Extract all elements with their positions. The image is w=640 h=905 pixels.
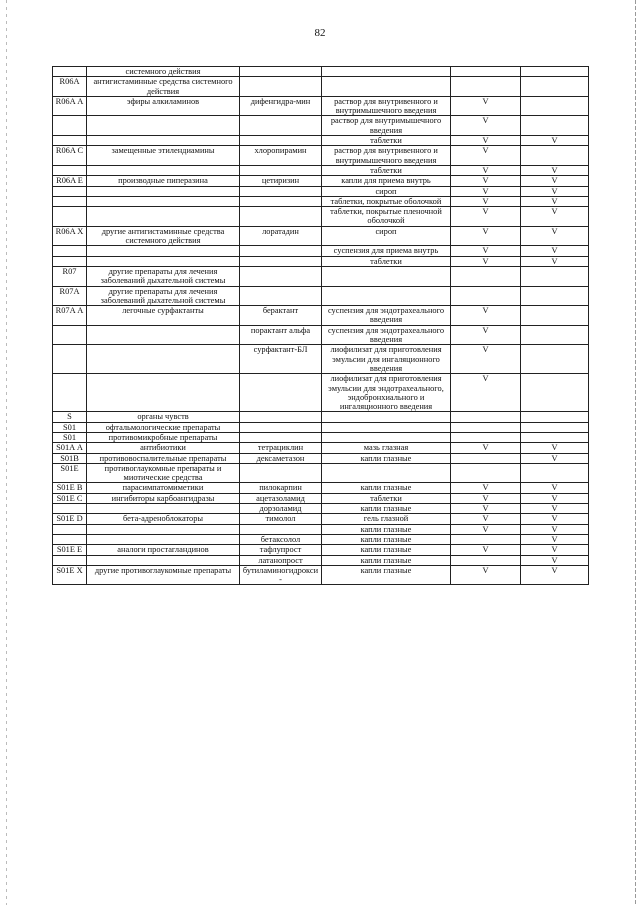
- table-row: [53, 374, 589, 412]
- mark-cell-1: V: [451, 325, 521, 345]
- table-row: [53, 286, 589, 306]
- table-row: [53, 67, 589, 77]
- atc-code-cell: [53, 504, 87, 514]
- substance-cell: [240, 116, 322, 136]
- mark-cell-1: V: [451, 146, 521, 166]
- substance-cell: [240, 165, 322, 175]
- mark-cell-2: [521, 266, 589, 286]
- table-row: [53, 432, 589, 442]
- group-name-cell: [87, 374, 240, 412]
- mark-cell-2: [521, 116, 589, 136]
- dosage-form-cell: раствор для внутривенного и внутримышечного введения: [322, 96, 451, 116]
- substance-cell: [240, 207, 322, 227]
- table-row: [53, 483, 589, 493]
- mark-cell-2: [521, 96, 589, 116]
- substance-cell: [240, 246, 322, 256]
- atc-code-cell: [53, 325, 87, 345]
- mark-cell-2: V: [521, 514, 589, 524]
- table-row: [53, 443, 589, 453]
- scan-edge-left: [6, 0, 7, 905]
- group-name-cell: другие антигистаминные средства системного действия: [87, 226, 240, 246]
- mark-cell-1: V: [451, 207, 521, 227]
- group-name-cell: офтальмологические препараты: [87, 422, 240, 432]
- mark-cell-1: [451, 534, 521, 544]
- table-row: [53, 207, 589, 227]
- mark-cell-2: V: [521, 545, 589, 555]
- medicines-table: [52, 66, 589, 585]
- dosage-form-cell: [322, 432, 451, 442]
- group-name-cell: противовоспалительные препараты: [87, 453, 240, 463]
- scan-edge-right: [635, 0, 636, 905]
- group-name-cell: производные пиперазина: [87, 176, 240, 186]
- substance-cell: латанопрост: [240, 555, 322, 565]
- substance-cell: [240, 256, 322, 266]
- atc-code-cell: [53, 555, 87, 565]
- substance-cell: [240, 432, 322, 442]
- table-row: [53, 412, 589, 422]
- table-row: [53, 565, 589, 585]
- atc-code-cell: S01A А: [53, 443, 87, 453]
- table-row: [53, 325, 589, 345]
- substance-cell: тафлупрост: [240, 545, 322, 555]
- mark-cell-2: V: [521, 483, 589, 493]
- mark-cell-1: V: [451, 504, 521, 514]
- group-name-cell: [87, 207, 240, 227]
- atc-code-cell: [53, 165, 87, 175]
- mark-cell-1: V: [451, 96, 521, 116]
- group-name-cell: парасимпатомиметики: [87, 483, 240, 493]
- atc-code-cell: [53, 207, 87, 227]
- mark-cell-1: V: [451, 186, 521, 196]
- dosage-form-cell: капли глазные: [322, 534, 451, 544]
- substance-cell: бутиламиногидрокси-: [240, 565, 322, 585]
- group-name-cell: системного действия: [87, 67, 240, 77]
- table-row: [53, 196, 589, 206]
- table-body: [53, 67, 589, 585]
- mark-cell-1: [451, 463, 521, 483]
- mark-cell-2: V: [521, 246, 589, 256]
- mark-cell-1: V: [451, 514, 521, 524]
- atc-code-cell: R07A: [53, 286, 87, 306]
- mark-cell-2: [521, 325, 589, 345]
- table-row: [53, 345, 589, 374]
- substance-cell: берактант: [240, 306, 322, 326]
- mark-cell-1: [451, 432, 521, 442]
- mark-cell-1: V: [451, 116, 521, 136]
- mark-cell-1: V: [451, 545, 521, 555]
- dosage-form-cell: мазь глазная: [322, 443, 451, 453]
- atc-code-cell: [53, 374, 87, 412]
- atc-code-cell: S01B: [53, 453, 87, 463]
- dosage-form-cell: капли для приема внутрь: [322, 176, 451, 186]
- dosage-form-cell: [322, 412, 451, 422]
- atc-code-cell: [53, 345, 87, 374]
- atc-code-cell: [53, 116, 87, 136]
- substance-cell: сурфактант-БЛ: [240, 345, 322, 374]
- group-name-cell: другие противоглаукомные препараты: [87, 565, 240, 585]
- atc-code-cell: [53, 196, 87, 206]
- table-row: [53, 524, 589, 534]
- dosage-form-cell: раствор для внутримышечного введения: [322, 116, 451, 136]
- atc-code-cell: R06A X: [53, 226, 87, 246]
- atc-code-cell: [53, 67, 87, 77]
- mark-cell-2: [521, 286, 589, 306]
- table-row: [53, 306, 589, 326]
- atc-code-cell: S01E X: [53, 565, 87, 585]
- table-row: [53, 136, 589, 146]
- atc-code-cell: S01: [53, 422, 87, 432]
- mark-cell-1: V: [451, 493, 521, 503]
- mark-cell-1: V: [451, 306, 521, 326]
- dosage-form-cell: таблетки: [322, 136, 451, 146]
- dosage-form-cell: таблетки, покрытые пленочной оболочкой: [322, 207, 451, 227]
- table-row: [53, 165, 589, 175]
- group-name-cell: [87, 504, 240, 514]
- mark-cell-2: V: [521, 524, 589, 534]
- mark-cell-1: V: [451, 176, 521, 186]
- group-name-cell: антигистаминные средства системного действия: [87, 77, 240, 97]
- group-name-cell: [87, 165, 240, 175]
- mark-cell-2: V: [521, 186, 589, 196]
- mark-cell-1: V: [451, 443, 521, 453]
- mark-cell-1: V: [451, 345, 521, 374]
- atc-code-cell: [53, 186, 87, 196]
- mark-cell-2: [521, 412, 589, 422]
- table-row: [53, 226, 589, 246]
- group-name-cell: [87, 136, 240, 146]
- mark-cell-1: V: [451, 165, 521, 175]
- mark-cell-1: V: [451, 483, 521, 493]
- substance-cell: пилокарпин: [240, 483, 322, 493]
- mark-cell-2: [521, 432, 589, 442]
- table-row: [53, 186, 589, 196]
- substance-cell: [240, 67, 322, 77]
- group-name-cell: эфиры алкиламинов: [87, 96, 240, 116]
- substance-cell: [240, 422, 322, 432]
- table-row: [53, 545, 589, 555]
- substance-cell: [240, 266, 322, 286]
- substance-cell: [240, 374, 322, 412]
- substance-cell: бетаксолол: [240, 534, 322, 544]
- mark-cell-1: V: [451, 374, 521, 412]
- mark-cell-2: [521, 146, 589, 166]
- table-row: [53, 246, 589, 256]
- substance-cell: [240, 196, 322, 206]
- atc-code-cell: R06A А: [53, 96, 87, 116]
- table-row: [53, 116, 589, 136]
- substance-cell: [240, 463, 322, 483]
- substance-cell: [240, 77, 322, 97]
- table-row: [53, 96, 589, 116]
- mark-cell-2: V: [521, 165, 589, 175]
- group-name-cell: противоглаукомные препараты и миотические средства: [87, 463, 240, 483]
- table-row: [53, 463, 589, 483]
- dosage-form-cell: капли глазные: [322, 524, 451, 534]
- atc-code-cell: [53, 136, 87, 146]
- dosage-form-cell: [322, 266, 451, 286]
- dosage-form-cell: таблетки, покрытые оболочкой: [322, 196, 451, 206]
- mark-cell-2: V: [521, 256, 589, 266]
- dosage-form-cell: лиофилизат для приготовления эмульсии для ингаляционного введения: [322, 345, 451, 374]
- dosage-form-cell: лиофилизат для приготовления эмульсии для эндотрахеального, эндобронхиального и ингаляционного введения: [322, 374, 451, 412]
- dosage-form-cell: суспензия для эндотрахеального введения: [322, 325, 451, 345]
- mark-cell-2: [521, 422, 589, 432]
- group-name-cell: [87, 534, 240, 544]
- atc-code-cell: R06A С: [53, 146, 87, 166]
- mark-cell-2: V: [521, 555, 589, 565]
- mark-cell-1: V: [451, 246, 521, 256]
- dosage-form-cell: [322, 463, 451, 483]
- mark-cell-2: [521, 77, 589, 97]
- dosage-form-cell: суспензия для приема внутрь: [322, 246, 451, 256]
- mark-cell-2: V: [521, 453, 589, 463]
- group-name-cell: легочные сурфактанты: [87, 306, 240, 326]
- substance-cell: тимолол: [240, 514, 322, 524]
- dosage-form-cell: [322, 67, 451, 77]
- group-name-cell: [87, 555, 240, 565]
- mark-cell-1: V: [451, 136, 521, 146]
- group-name-cell: замещенные этилендиамины: [87, 146, 240, 166]
- substance-cell: лоратадин: [240, 226, 322, 246]
- table-row: [53, 256, 589, 266]
- atc-code-cell: [53, 524, 87, 534]
- table-row: [53, 146, 589, 166]
- substance-cell: [240, 524, 322, 534]
- table-row: [53, 453, 589, 463]
- substance-cell: [240, 286, 322, 306]
- mark-cell-1: [451, 67, 521, 77]
- table-row: [53, 534, 589, 544]
- table-row: [53, 266, 589, 286]
- table-row: [53, 514, 589, 524]
- mark-cell-1: [451, 77, 521, 97]
- atc-code-cell: S01E С: [53, 493, 87, 503]
- mark-cell-1: [451, 453, 521, 463]
- atc-code-cell: S01E D: [53, 514, 87, 524]
- mark-cell-2: [521, 306, 589, 326]
- mark-cell-2: V: [521, 176, 589, 186]
- mark-cell-2: V: [521, 136, 589, 146]
- group-name-cell: другие препараты для лечения заболеваний дыхательной системы: [87, 286, 240, 306]
- substance-cell: дексаметазон: [240, 453, 322, 463]
- mark-cell-1: [451, 266, 521, 286]
- dosage-form-cell: капли глазные: [322, 545, 451, 555]
- substance-cell: дорзоламид: [240, 504, 322, 514]
- dosage-form-cell: капли глазные: [322, 555, 451, 565]
- dosage-form-cell: [322, 422, 451, 432]
- mark-cell-1: [451, 286, 521, 306]
- group-name-cell: [87, 256, 240, 266]
- group-name-cell: бета-адреноблокаторы: [87, 514, 240, 524]
- table-row: [53, 422, 589, 432]
- group-name-cell: [87, 345, 240, 374]
- table-row: [53, 176, 589, 186]
- atc-code-cell: S01E Е: [53, 545, 87, 555]
- mark-cell-2: V: [521, 565, 589, 585]
- dosage-form-cell: сироп: [322, 186, 451, 196]
- group-name-cell: [87, 524, 240, 534]
- mark-cell-1: V: [451, 256, 521, 266]
- substance-cell: дифенгидра-мин: [240, 96, 322, 116]
- dosage-form-cell: таблетки: [322, 165, 451, 175]
- atc-code-cell: [53, 534, 87, 544]
- dosage-form-cell: таблетки: [322, 256, 451, 266]
- atc-code-cell: S01E В: [53, 483, 87, 493]
- mark-cell-1: V: [451, 226, 521, 246]
- group-name-cell: ингибиторы карбоангидразы: [87, 493, 240, 503]
- mark-cell-1: V: [451, 524, 521, 534]
- dosage-form-cell: капли глазные: [322, 504, 451, 514]
- substance-cell: тетрациклин: [240, 443, 322, 453]
- table-row: [53, 77, 589, 97]
- dosage-form-cell: суспензия для эндотрахеального введения: [322, 306, 451, 326]
- atc-code-cell: [53, 246, 87, 256]
- table-row: [53, 504, 589, 514]
- group-name-cell: [87, 325, 240, 345]
- dosage-form-cell: таблетки: [322, 493, 451, 503]
- mark-cell-2: [521, 463, 589, 483]
- dosage-form-cell: [322, 77, 451, 97]
- table-row: [53, 493, 589, 503]
- dosage-form-cell: капли глазные: [322, 483, 451, 493]
- mark-cell-2: V: [521, 207, 589, 227]
- group-name-cell: антибиотики: [87, 443, 240, 453]
- dosage-form-cell: [322, 286, 451, 306]
- mark-cell-2: V: [521, 504, 589, 514]
- mark-cell-2: [521, 374, 589, 412]
- mark-cell-2: [521, 345, 589, 374]
- substance-cell: [240, 412, 322, 422]
- mark-cell-1: [451, 422, 521, 432]
- atc-code-cell: S01: [53, 432, 87, 442]
- group-name-cell: другие препараты для лечения заболеваний дыхательной системы: [87, 266, 240, 286]
- group-name-cell: противомикробные препараты: [87, 432, 240, 442]
- group-name-cell: [87, 246, 240, 256]
- substance-cell: хлоропирамин: [240, 146, 322, 166]
- atc-code-cell: S: [53, 412, 87, 422]
- dosage-form-cell: капли глазные: [322, 453, 451, 463]
- substance-cell: [240, 136, 322, 146]
- atc-code-cell: [53, 256, 87, 266]
- group-name-cell: [87, 116, 240, 136]
- atc-code-cell: R06A: [53, 77, 87, 97]
- page-number: 82: [314, 27, 326, 39]
- atc-code-cell: R06A Е: [53, 176, 87, 186]
- mark-cell-1: V: [451, 196, 521, 206]
- dosage-form-cell: капли глазные: [322, 565, 451, 585]
- mark-cell-2: V: [521, 534, 589, 544]
- mark-cell-2: V: [521, 196, 589, 206]
- group-name-cell: [87, 196, 240, 206]
- substance-cell: ацетазоламид: [240, 493, 322, 503]
- atc-code-cell: R07A А: [53, 306, 87, 326]
- substance-cell: цетиризин: [240, 176, 322, 186]
- group-name-cell: аналоги простагландинов: [87, 545, 240, 555]
- mark-cell-2: V: [521, 226, 589, 246]
- mark-cell-2: V: [521, 493, 589, 503]
- dosage-form-cell: сироп: [322, 226, 451, 246]
- table-row: [53, 555, 589, 565]
- dosage-form-cell: гель глазной: [322, 514, 451, 524]
- substance-cell: порактант альфа: [240, 325, 322, 345]
- mark-cell-2: V: [521, 443, 589, 453]
- mark-cell-1: [451, 412, 521, 422]
- dosage-form-cell: раствор для внутривенного и внутримышечного введения: [322, 146, 451, 166]
- group-name-cell: [87, 186, 240, 196]
- mark-cell-2: [521, 67, 589, 77]
- mark-cell-1: V: [451, 565, 521, 585]
- atc-code-cell: R07: [53, 266, 87, 286]
- group-name-cell: органы чувств: [87, 412, 240, 422]
- atc-code-cell: S01E: [53, 463, 87, 483]
- substance-cell: [240, 186, 322, 196]
- mark-cell-1: [451, 555, 521, 565]
